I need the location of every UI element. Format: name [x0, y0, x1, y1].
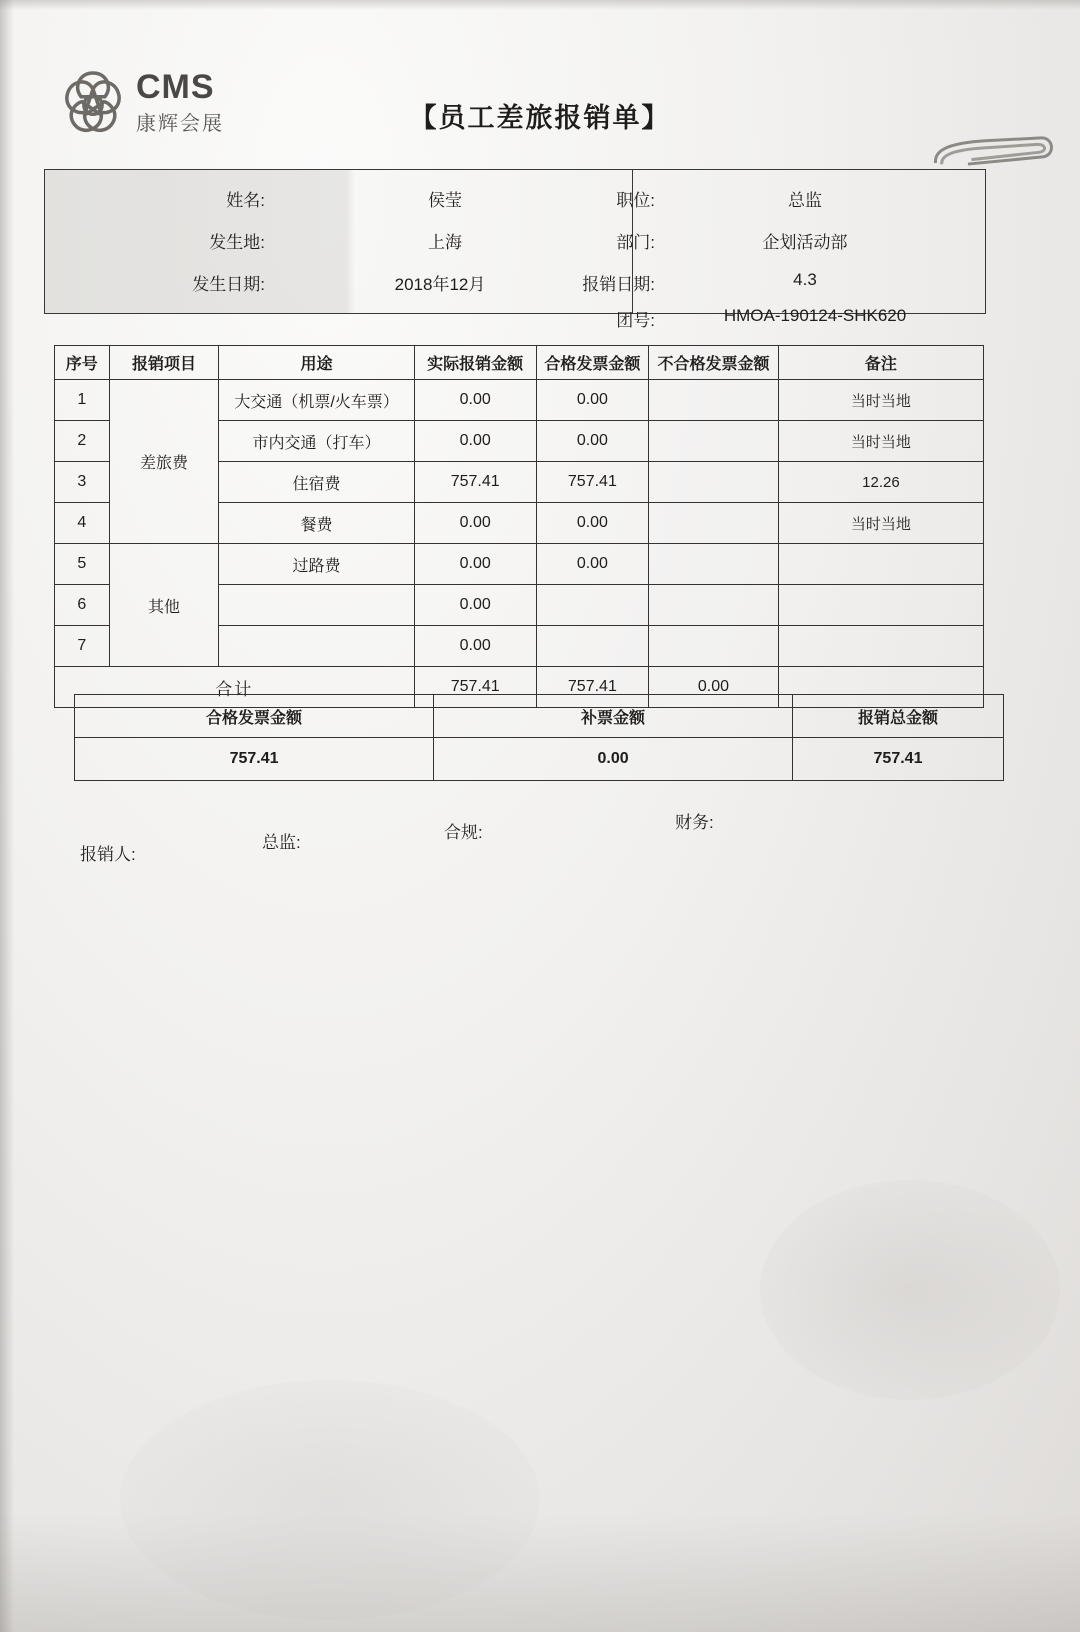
cell-actual: 0.00 [414, 380, 536, 421]
cell-valid: 0.00 [536, 421, 648, 462]
cell-index: 3 [55, 462, 110, 503]
cell-use [219, 585, 414, 626]
summary-label-valid: 合格发票金额 [75, 695, 434, 738]
cell-use: 餐费 [219, 503, 414, 544]
cell-index: 5 [55, 544, 110, 585]
cell-remark [778, 544, 983, 585]
field-label-name: 姓名: [226, 191, 265, 210]
cell-invalid [649, 462, 779, 503]
field-label-position: 职位: [616, 191, 655, 210]
field-value-department: 企划活动部 [762, 233, 848, 252]
cell-index: 2 [55, 421, 110, 462]
table-row [55, 544, 984, 585]
table-header-row [55, 346, 984, 380]
header-info-box [44, 169, 986, 330]
cell-invalid [649, 544, 779, 585]
cell-index: 1 [55, 380, 110, 421]
cell-valid: 757.41 [536, 462, 648, 503]
paper-edge-shadow-left [0, 0, 14, 1632]
cell-remark: 12.26 [778, 462, 983, 503]
cell-invalid [649, 503, 779, 544]
cell-use [219, 626, 414, 667]
field-label-claim-date: 报销日期: [582, 275, 655, 294]
cell-remark [778, 585, 983, 626]
cell-valid: 0.00 [536, 544, 648, 585]
logo-brand-text: CMS [136, 68, 215, 106]
cell-invalid [649, 380, 779, 421]
field-value-location: 上海 [428, 233, 462, 252]
signature-applicant: 报销人: [80, 845, 136, 864]
signature-director: 总监: [262, 833, 301, 852]
cell-remark: 当时当地 [778, 421, 983, 462]
cell-use: 市内交通（打车） [219, 421, 414, 462]
paper-blotch [760, 1180, 1060, 1400]
field-value-group-no: HMOA-190124-SHK620 [723, 306, 907, 325]
cell-item-travel: 差旅费 [109, 380, 219, 544]
cell-item-other: 其他 [109, 544, 219, 667]
cell-actual: 0.00 [414, 544, 536, 585]
cell-actual: 757.41 [414, 462, 536, 503]
total-invalid: 0.00 [649, 667, 779, 708]
summary-value-supplement: 0.00 [434, 738, 793, 781]
cell-index: 6 [55, 585, 110, 626]
field-label-group-no: 团号: [616, 311, 655, 330]
cell-index: 7 [55, 626, 110, 667]
field-value-name: 侯莹 [428, 191, 462, 210]
cell-actual: 0.00 [414, 503, 536, 544]
field-value-position: 总监 [788, 191, 822, 210]
cell-invalid [649, 626, 779, 667]
cell-use: 大交通（机票/火车票） [219, 380, 414, 421]
col-actual-amount: 实际报销金额 [414, 346, 536, 380]
total-actual: 757.41 [414, 667, 536, 708]
paper-edge-shadow-bottom [0, 1512, 1080, 1632]
paper-edge-shadow-top [0, 0, 1080, 10]
logo-brand-cn-text: 康辉会展 [136, 113, 224, 135]
field-label-department: 部门: [616, 233, 655, 252]
expense-table [54, 345, 984, 708]
cell-valid: 0.00 [536, 503, 648, 544]
summary-header-row [75, 695, 1004, 738]
summary-table [74, 694, 1004, 781]
cell-actual: 0.00 [414, 585, 536, 626]
col-index: 序号 [55, 346, 110, 380]
cell-use: 住宿费 [219, 462, 414, 503]
col-invalid-invoice: 不合格发票金额 [649, 346, 779, 380]
field-value-claim-date: 4.3 [793, 270, 817, 289]
summary-value-row [75, 738, 1004, 781]
cell-remark: 当时当地 [778, 380, 983, 421]
summary-value-grand: 757.41 [793, 738, 1004, 781]
cell-index: 4 [55, 503, 110, 544]
field-label-location: 发生地: [209, 233, 265, 252]
cell-remark: 当时当地 [778, 503, 983, 544]
cell-valid [536, 626, 648, 667]
col-use: 用途 [219, 346, 414, 380]
field-label-occur-date: 发生日期: [192, 275, 265, 294]
summary-value-valid: 757.41 [75, 738, 434, 781]
field-value-occur-date: 2018年12月 [394, 275, 486, 294]
total-valid: 757.41 [536, 667, 648, 708]
cell-actual: 0.00 [414, 421, 536, 462]
cell-valid [536, 585, 648, 626]
table-row [55, 380, 984, 421]
signature-compliance: 合规: [444, 823, 483, 842]
summary-label-grand: 报销总金额 [793, 695, 1004, 738]
signature-finance: 财务: [675, 813, 714, 832]
cell-invalid [649, 585, 779, 626]
cell-remark [778, 626, 983, 667]
cell-use: 过路费 [219, 544, 414, 585]
col-item: 报销项目 [109, 346, 219, 380]
col-valid-invoice: 合格发票金额 [536, 346, 648, 380]
cell-invalid [649, 421, 779, 462]
cell-actual: 0.00 [414, 626, 536, 667]
summary-label-supplement: 补票金额 [434, 695, 793, 738]
cell-valid: 0.00 [536, 380, 648, 421]
col-remark: 备注 [778, 346, 983, 380]
page-title: 【员工差旅报销单】 [409, 103, 671, 133]
total-label: 合计 [55, 667, 415, 708]
